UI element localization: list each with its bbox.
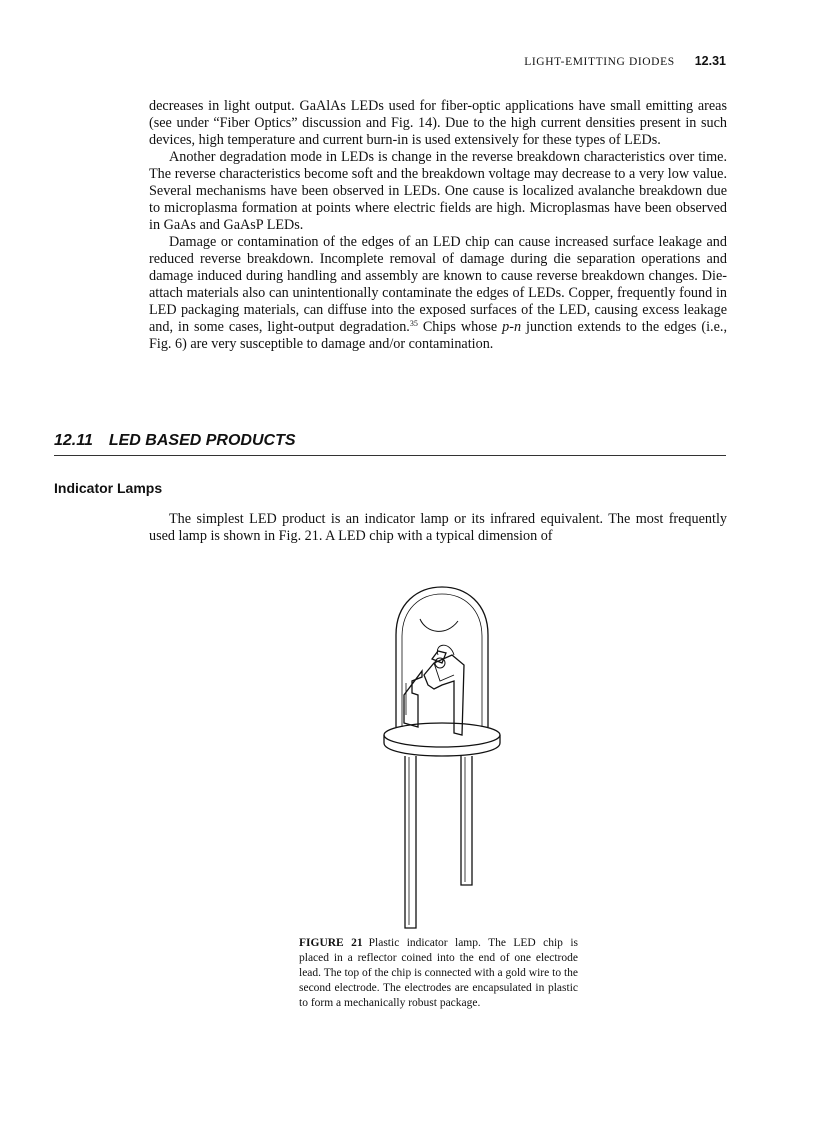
paragraph: Another degradation mode in LEDs is change in the reverse breakdown characteristics over time. The reverse characteristics become soft and the breakdown voltage may decrease to a very low value. Several mechanisms have been observed in LEDs. One cause is localized avalanche breakdown due to microplasma formation at points where electric fields are high. Microplasmas have been observed in GaAs and GaAsP LEDs. — [149, 149, 727, 233]
plastic-dome — [396, 587, 488, 727]
caption-text: Plastic indicator lamp. The LED chip is placed in a reflector coined into the end of one electrode lead. The top of the chip is connected with a gold wire to the second electrode. The electrodes are encapsulated in plastic to form a mechanically robust package. — [299, 937, 578, 1009]
right-lead — [461, 756, 472, 885]
paragraph-text: Damage or contamination of the edges of an LED chip can cause increased surface leakage and reduced reverse breakdown. Incomplete removal of damage during die separation operations and damage induced during handling and assembly are known to cause reverse breakdown changes. Die-attach materials also can unintentionally contaminate the edges of LEDs. Copper, frequently found in LED packaging materials, can diffuse into the exposed surfaces of the LED, causing excess leakage and, in some cases, light-output degradation. — [149, 234, 727, 335]
figure-label: FIGURE 21 — [299, 937, 363, 949]
led-lamp-illustration — [372, 585, 512, 933]
lamp-flange — [384, 723, 500, 747]
body-text-block — [149, 511, 727, 545]
paragraph-text: junction extends to the edges (i.e., Fig. 6) are very susceptible to damage and/or contamination. — [149, 319, 727, 352]
page-number: 12.31 — [694, 54, 726, 68]
led-chip — [432, 651, 446, 663]
cathode-lead — [404, 671, 422, 727]
running-title: LIGHT-EMITTING DIODES — [524, 56, 675, 68]
paragraph — [149, 234, 727, 353]
body-text-block — [149, 98, 727, 353]
reference-superscript[interactable]: 35 — [409, 319, 418, 328]
section-number: 12.11 — [54, 432, 93, 449]
figure-caption — [299, 936, 578, 1011]
paragraph: decreases in light output. GaAlAs LEDs used for fiber-optic applications have small emitting areas (see under “Fiber Optics” discussion and Fig. 14). Due to the high current densities present in such devices, high temperature and current burn-in is used extensively for these types of LEDs. — [149, 98, 727, 148]
section-heading — [54, 432, 726, 456]
left-lead — [405, 756, 416, 928]
italic-term: p-n — [502, 319, 522, 335]
paragraph-text: Chips whose — [417, 319, 503, 335]
running-header — [524, 54, 726, 68]
paragraph: The simplest LED product is an indicator lamp or its infrared equivalent. The most frequently used lamp is shown in Fig. 21. A LED chip with a typical dimension of — [149, 511, 727, 544]
subsection-heading: Indicator Lamps — [54, 480, 163, 496]
section-title: LED BASED PRODUCTS — [108, 432, 296, 449]
